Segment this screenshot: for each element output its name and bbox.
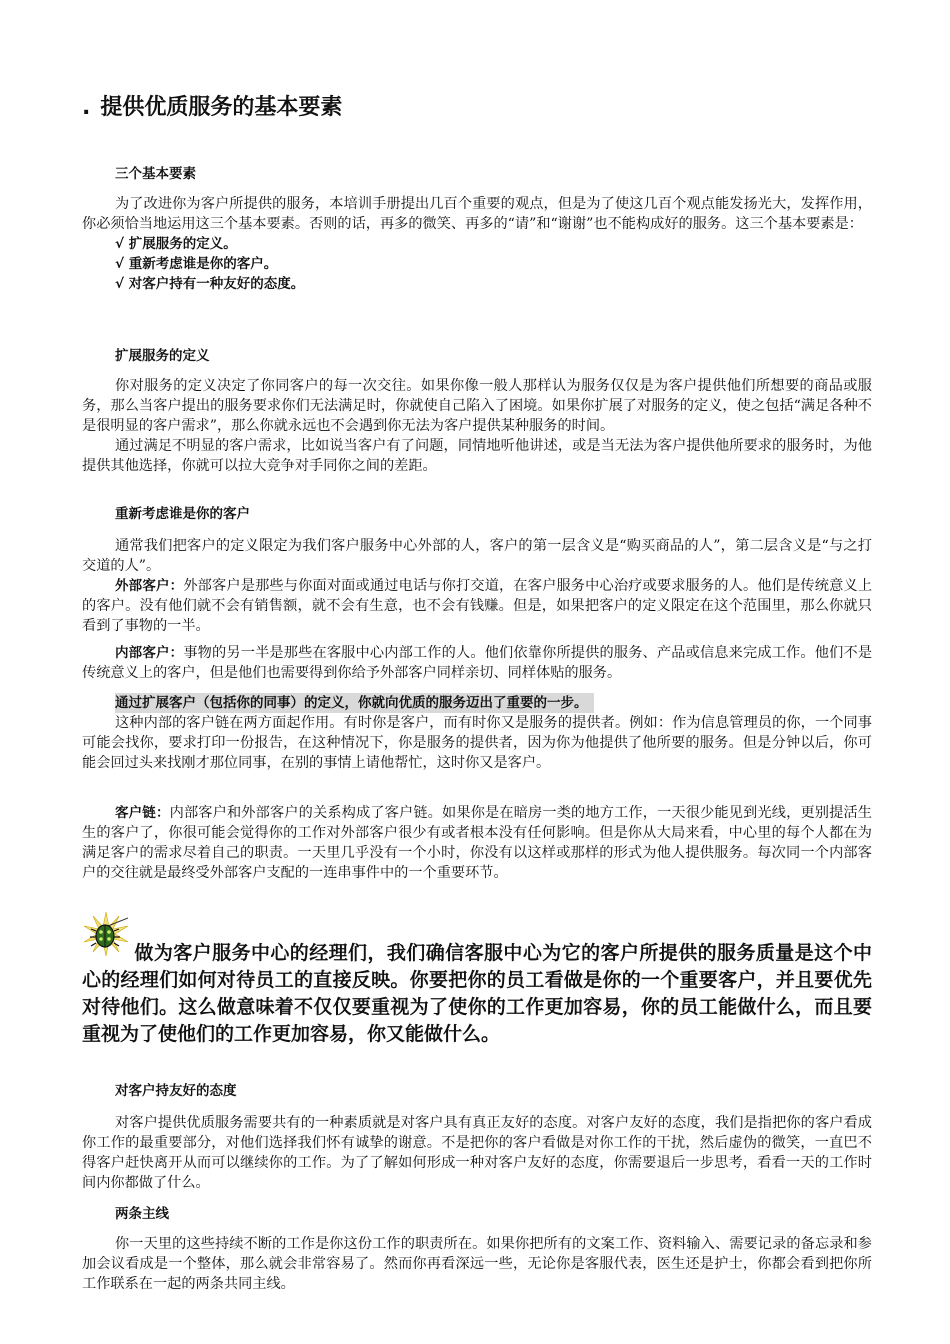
section-expand-service: [82, 376, 872, 476]
internal-customer-block: [82, 643, 872, 683]
checklist-item: √ 扩展服务的定义。: [115, 236, 237, 252]
internal-customer-paragraph: [82, 643, 872, 683]
title-text: 提供优质服务的基本要素: [100, 95, 343, 120]
external-customer-text: 外部客户是那些与你面对面或通过电话与你打交道，在客户服务中心治疗或要求服务的人。他们是传统意义上的客户。没有他们就不会有销售额，就不会有生意，也不会有钱赚。但是，如果把客户的定义限定在这个范围里，那么你就只看到了事物的一半。: [82, 578, 873, 634]
highlighted-statement: 通过扩展客户（包括你的同事）的定义，你就向优质的服务迈出了重要的一步。: [115, 693, 594, 713]
section-heading-rethink-customer: 重新考虑谁是你的客户: [115, 506, 250, 522]
section-heading-friendly-attitude: 对客户持友好的态度: [115, 1083, 237, 1099]
paragraph: 对客户提供优质服务需要共有的一种素质就是对客户具有真正友好的态度。对客户友好的态度，我们是指把你的客户看成你工作的最重要部分，对他们选择我们怀有诚挚的谢意。不是把你的客户看做是对你工作的干扰，然后虚伪的微笑，一直巴不得客户赶快离开从而可以继续你的工作。为了了解如何形成一种对客户友好的态度，你需要退后一步思考，看看一天的工作时间内你都做了什么。: [82, 1115, 872, 1191]
internal-customer-lead: 内部客户：: [115, 645, 184, 661]
section-two-threads: [82, 1234, 872, 1294]
paragraph: 为了改进你为客户所提供的服务，本培训手册提出几百个重要的观点，但是为了使这几百个观点能发扬光大，发挥作用，你必须恰当地运用这三个基本要素。否则的话，再多的微笑、再多的“请”和“谢谢”也不能构成好的服务。这三个基本要素是：: [82, 196, 872, 232]
section-friendly-attitude: [82, 1113, 872, 1193]
section-three-elements: [82, 194, 872, 294]
customer-chain-paragraph: [82, 803, 872, 883]
paragraph: 通常我们把客户的定义限定为我们客户服务中心外部的人，客户的第一层含义是“购买商品的人”，第二层含义是“与之打交道的人”。: [82, 538, 872, 574]
chain-intro-block: [82, 713, 872, 773]
paragraph: 这种内部的客户链在两方面起作用。有时你是客户，而有时你又是服务的提供者。例如：作为信息管理员的你，一个同事可能会找你，要求打印一份报告，在这种情况下，你是服务的提供者，因为你为他提供了他所要的服务。但是分钟以后，你可能会回过头来找刚才那位同事，在别的事情上请他帮忙，这时你又是客户。: [82, 715, 872, 771]
title-number: .: [82, 95, 91, 120]
callout-text: 做为客户服务中心的经理们，我们确信客服中心为它的客户所提供的服务质量是这个中心的经理们如何对待员工的直接反映。你要把你的员工看做是你的一个重要客户，并且要优先对待他们。这么做意味着不仅仅要重视为了使你的工作更加容易，你的员工能做什么，而且要重视为了使他们的工作更加容易，你又能做什么。: [82, 942, 872, 1045]
customer-chain-block: [82, 803, 872, 883]
paragraph: 你一天里的这些持续不断的工作是你这份工作的职责所在。如果你把所有的文案工作、资料输入、需要记录的备忘录和参加会议看成是一个整体，那么就会非常容易了。然而你再看深远一些，无论你是客服代表，医生还是护士，你都会看到把你所工作联系在一起的两条共同主线。: [82, 1236, 872, 1292]
paragraph: 你对服务的定义决定了你同客户的每一次交往。如果你像一般人那样认为服务仅仅是为客户提供他们所想要的商品或服务，那么当客户提出的服务要求你们无法满足时，你就使自己陷入了困境。如果你扩展了对服务的定义，使之包括“满足各种不是很明显的客户需求”，那么你就永远也不会遇到你无法为客户提供某种服务的时间。: [82, 378, 872, 434]
page-title: [82, 94, 342, 122]
section-rethink-customer: [82, 536, 872, 636]
section-heading-expand-service: 扩展服务的定义: [115, 348, 210, 364]
manager-callout: [82, 940, 872, 1048]
section-heading-two-threads: 两条主线: [115, 1206, 169, 1222]
checklist-item: √ 重新考虑谁是你的客户。: [115, 256, 278, 272]
highlight-block: [82, 693, 905, 713]
checklist: [82, 234, 872, 294]
customer-chain-lead: 客户链：: [115, 805, 170, 821]
customer-chain-text: 内部客户和外部客户的关系构成了客户链。如果你是在暗房一类的地方工作，一天很少能见到光线，更别提活生生的客户了，你很可能会觉得你的工作对外部客户很少有或者根本没有任何影响。但是你从大局来看，中心里的每个人都在为满足客户的需求尽着自己的职责。一天里几乎没有一个小时，你没有以这样或那样的形式为他人提供服务。每次同一个内部客户的交往就是最终受外部客户支配的一连串事件中的一个重要环节。: [82, 805, 872, 881]
section-heading-three-elements: 三个基本要素: [115, 166, 196, 182]
checklist-item: √ 对客户持有一种友好的态度。: [115, 276, 305, 292]
external-customer-lead: 外部客户：: [115, 578, 184, 594]
internal-customer-text: 事物的另一半是那些在客服中心内部工作的人。他们依靠你所提供的服务、产品或信息来完成工作。他们不是传统意义上的客户，但是他们也需要得到你给予外部客户同样亲切、同样体贴的服务。: [82, 645, 873, 681]
external-customer-paragraph: [82, 576, 872, 636]
paragraph: 通过满足不明显的客户需求，比如说当客户有了问题，同情地听他讲述，或是当无法为客户提供他所要求的服务时，为他提供其他选择，你就可以拉大竞争对手同你之间的差距。: [82, 438, 872, 474]
